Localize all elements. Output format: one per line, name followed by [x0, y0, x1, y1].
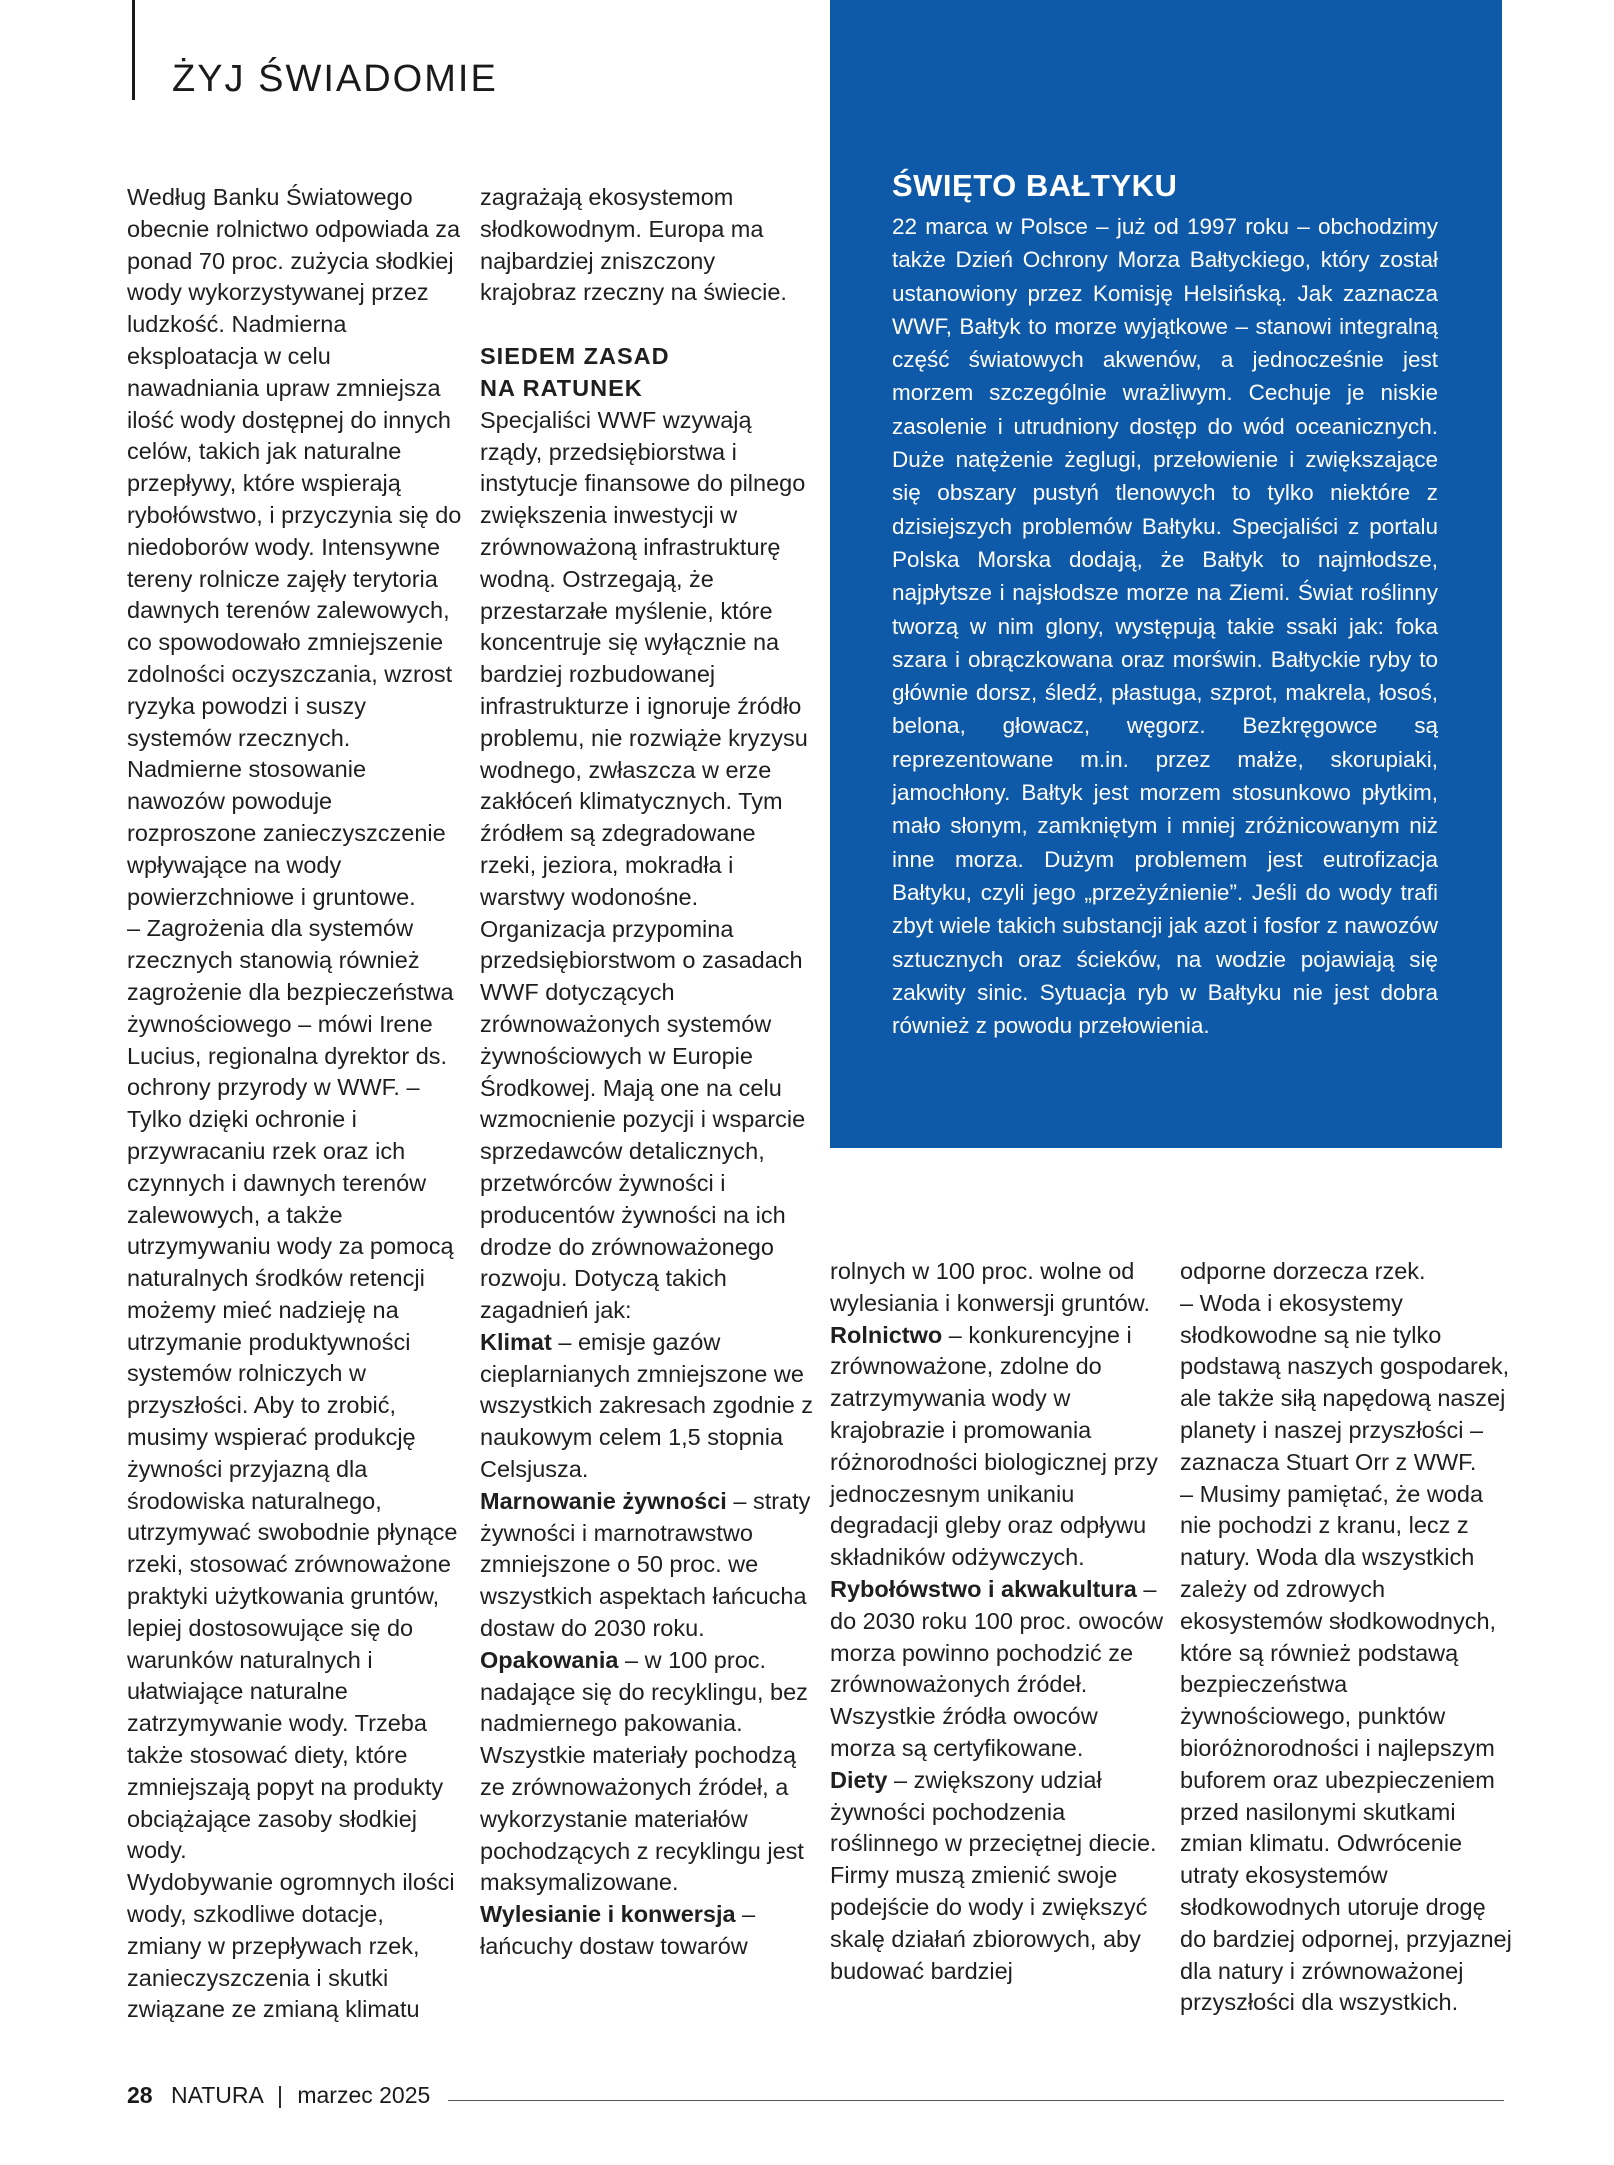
principle-term: Rolnictwo — [830, 1321, 943, 1348]
principle-term: Klimat — [480, 1328, 552, 1355]
principle-text: – zwiększony udział żywności pochodzenia roślinnego w przeciętnej diecie. — [830, 1766, 1157, 1857]
sidebar-box-baltic — [830, 0, 1502, 1148]
principle-rybolowstwo — [830, 1574, 1165, 1765]
paragraph: zagrażają ekosystemom słodkowodnym. Europa ma najbardziej zniszczony krajobraz rzeczny na świecie. — [480, 184, 787, 306]
principle-term: Diety — [830, 1766, 888, 1793]
principle-text: – w 100 proc. nadające się do recyklingu, bez nadmiernego pakowania. Wszystkie materiały pochodzą ze zrównoważonych źródeł, a wykorzystanie materiałów pochodzących z recyklingu jest maksymalizowane. — [480, 1646, 808, 1896]
principle-opakowania — [480, 1645, 815, 1899]
principle-term: Wylesianie i konwersja — [480, 1901, 736, 1928]
article-column-2 — [480, 182, 815, 1963]
principle-term: Marnowanie żywności — [480, 1487, 727, 1514]
paragraph: rolnych w 100 proc. wolne od wylesiania i konwersji gruntów. — [830, 1258, 1151, 1316]
principle-text: – konkurencyjne i zrównoważone, zdolne do zatrzymywania wody w krajobrazie i promowania różnorodności biologicznej przy jednoczesnym unikaniu degradacji gleby oraz odpływu składników odżywczych. — [830, 1321, 1158, 1571]
principle-rolnictwo — [830, 1320, 1165, 1574]
paragraph: Specjaliści WWF wzywają rządy, przedsiębiorstwa i instytucje finansowe do pilnego zwiększenia inwestycji w zrównoważoną infrastrukturę wodną. Ostrzegają, że przestarzałe myślenie, które koncentruje się wyłącznie na bardziej rozbudowanej infrastrukturze i ignoruje źródło problemu, nie rozwiąże kryzysu wodnego, zwłaszcza w erze zakłóceń klimatycznych. Tym źródłem są zdegradowane rzeki, jeziora, mokradła i warstwy wodonośne. — [480, 406, 808, 910]
principle-diety — [830, 1765, 1165, 1860]
page-footer — [127, 2082, 430, 2109]
subheading-line-1: SIEDEM ZASAD — [480, 343, 670, 370]
paragraph: Firmy muszą zmienić swoje podejście do wody i zwiększyć skalę działań zbiorowych, aby budować bardziej — [830, 1862, 1148, 1984]
principle-wylesianie — [480, 1899, 815, 1963]
principle-text: – łańcuchy dostaw towarów — [480, 1901, 756, 1960]
quote-paragraph: – Zagrożenia dla systemów rzecznych stanowią również zagrożenie dla bezpieczeństwa żywnościowego – mówi Irene Lucius, regionalna dyrektor ds. ochrony przyrody w WWF. – Tylko dzięki ochronie i przywracaniu rzek oraz ich czynnych i dawnych terenów zalewowych, a także utrzymywaniu wody za pomocą naturalnych środków retencji możemy mieć nadzieję na utrzymanie produktywności systemów rolniczych w przyszłości. Aby to zrobić, musimy wspierać produkcję żywności przyjazną dla środowiska naturalnego, utrzymywać swobodnie płynące rzeki, stosować zrównoważone praktyki użytkowania gruntów, lepiej dostosowujące się do warunków naturalnych i ułatwiające naturalne zatrzymywanie wody. Trzeba także stosować diety, które zmniejszają popyt na produkty obciążające zasoby słodkiej wody. — [127, 915, 458, 1864]
sidebar-body: 22 marca w Polsce – już od 1997 roku – obchodzimy także Dzień Ochrony Morza Bałtyckiego, który został ustanowiony przez Komisję Helsińską. Jak zaznacza WWF, Bałtyk to morze wyjątkowe – stanowi integralną część światowych akwenów, a jednocześnie jest morzem szczególnie wrażliwym. Cechuje je niskie zasolenie i utrudniony dostęp do wód oceanicznych. Duże natężenie żeglugi, przełowienie i zwiększające się obszary pustyń tlenowych to tylko niektóre z dzisiejszych problemów Bałtyku. Specjaliści z portalu Polska Morska dodają, że Bałtyk to najmłodsze, najpłytsze i najsłodsze morze na Ziemi. Świat roślinny tworzą w nim glony, występują takie ssaki jak: foka szara i obrączkowana oraz morświn. Bałtyckie ryby to głównie dorsz, śledź, płastuga, szprot, makrela, łosoś, belona, głowacz, węgorz. Bezkręgowce są reprezentowane m.in. przez małże, skorupiaki, jamochłony. Bałtyk jest morzem stosunkowo płytkim, mało słonym, zamkniętym i mniej zróżnicowanym niż inne morza. Dużym problemem jest eutrofizacja Bałtyku, czyli jego „przeżyźnienie”. Jeśli do wody trafi zbyt wiele takich substancji jak azot i fosfor z nawozów sztucznych oraz ścieków, na wodzie pojawiają się zakwity sinic. Sytuacja ryb w Bałtyku nie jest dobra również z powodu przełowienia. — [892, 214, 1438, 1039]
principle-text: – straty żywności i marnotrawstwo zmniejszone o 50 proc. we wszystkich aspektach łańcucha dostaw do 2030 roku. — [480, 1487, 811, 1642]
article-column-1 — [127, 182, 462, 2026]
principle-text: – emisje gazów cieplarnianych zmniejszone we wszystkich zakresach zgodnie z naukowym celem 1,5 stopnia Celsjusza. — [480, 1328, 814, 1483]
paragraph: Organizacja przypomina przedsiębiorstwom o zasadach WWF dotyczących zrównoważonych systemów żywnościowych w Europie Środkowej. Mają one na celu wzmocnienie pozycji i wsparcie sprzedawców detalicznych, przetwórców żywności i producentów żywności na ich drodze do zrównoważonego rozwoju. Dotyczą takich zagadnień jak: — [480, 915, 806, 1324]
section-rule — [132, 0, 135, 100]
footer-separator: | — [276, 2082, 283, 2108]
quote-paragraph: – Musimy pamiętać, że woda nie pochodzi z kranu, lecz z natury. Woda dla wszystkich zależy od zdrowych ekosystemów słodkowodnych, które są również podstawą bezpieczeństwa żywnościowego, punktów bioróżnorodności i najlepszym buforem oraz ubezpieczeniem przed nasilonymi skutkami zmian klimatu. Odwrócenie utraty ekosystemów słodkowodnych utoruje drogę do bardziej odpornej, przyjaznej dla natury i zrównoważonej przyszłości dla wszystkich. — [1180, 1480, 1512, 2016]
principle-term: Rybołówstwo i akwakultura — [830, 1575, 1137, 1602]
sidebar-title: ŚWIĘTO BAŁTYKU — [892, 168, 1178, 203]
principle-term: Opakowania — [480, 1646, 619, 1673]
issue-date: marzec 2025 — [297, 2082, 431, 2108]
paragraph: odporne dorzecza rzek. — [1180, 1258, 1426, 1284]
paragraph: Wydobywanie ogromnych ilości wody, szkodliwe dotacje, zmiany w przepływach rzek, zanieczyszczenia i skutki związane ze zmianą klimatu — [127, 1869, 455, 2023]
subheading — [480, 341, 815, 405]
paragraph: Według Banku Światowego obecnie rolnictwo odpowiada za ponad 70 proc. zużycia słodkiej wody wykorzystywanej przez ludzkość. Nadmierna eksploatacja w celu nawadniania upraw zmniejsza ilość wody dostępnej do innych celów, takich jak naturalne przepływy, które wspierają rybołówstwo, i przyczynia się do niedoborów wody. Intensywne tereny rolnicze zajęły terytoria dawnych terenów zalewowych, co spowodowało zmniejszenie zdolności oczyszczania, wzrost ryzyka powodzi i suszy systemów rzecznych. Nadmierne stosowanie nawozów powoduje rozproszone zanieczyszczenie wpływające na wody powierzchniowe i gruntowe. — [127, 184, 462, 910]
section-title: ŻYJ ŚWIADOMIE — [172, 58, 498, 100]
principle-marnowanie — [480, 1486, 815, 1645]
article-column-3 — [830, 1256, 1165, 1987]
quote-paragraph: – Woda i ekosystemy słodkowodne są nie tylko podstawą naszych gospodarek, ale także siłą napędową naszej planety i naszej przyszłości – zaznacza Stuart Orr z WWF. — [1180, 1289, 1510, 1475]
footer-rule — [448, 2100, 1504, 2101]
article-column-4 — [1180, 1256, 1515, 2019]
subheading-line-2: NA RATUNEK — [480, 374, 643, 401]
magazine-name: NATURA — [170, 2082, 263, 2108]
principle-text: – do 2030 roku 100 proc. owoców morza powinno pochodzić ze zrównoważonych źródeł. Wszystkie źródła owoców morza są certyfikowane. — [830, 1575, 1164, 1761]
page-number: 28 — [127, 2082, 153, 2108]
principle-klimat — [480, 1327, 815, 1486]
